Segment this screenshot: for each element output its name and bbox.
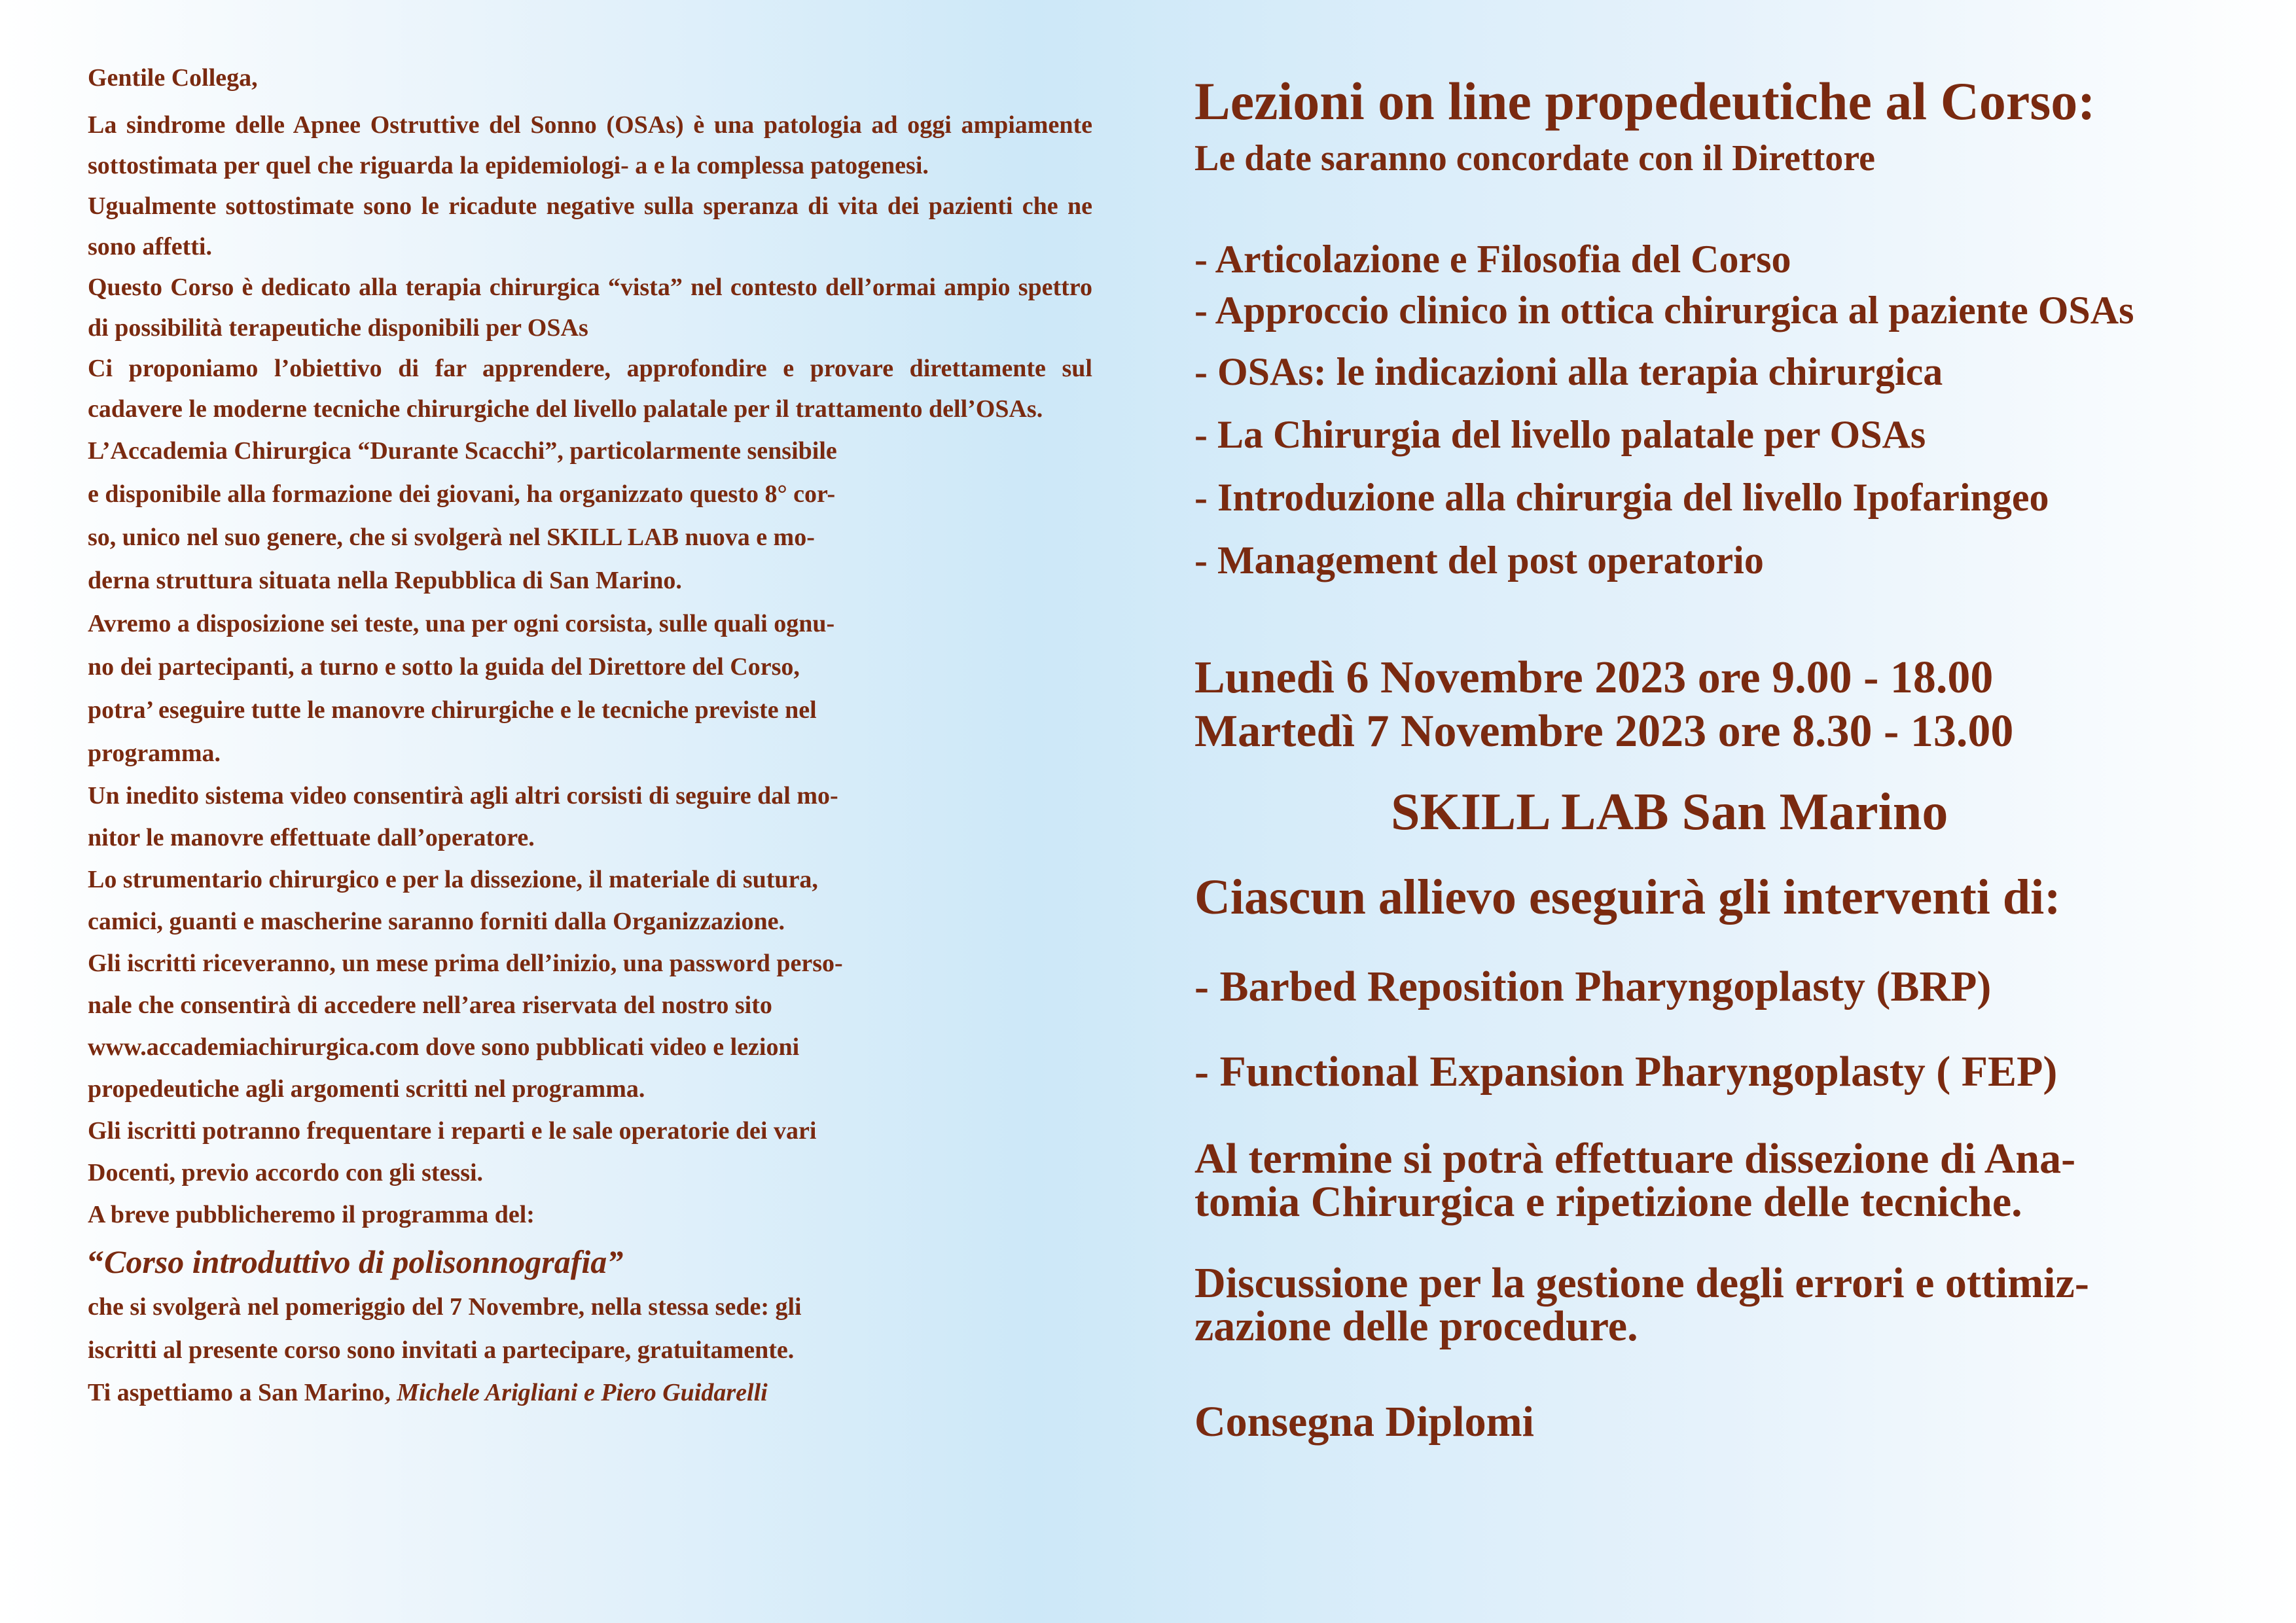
lesson-item: - Approccio clinico in ottica chirurgica al paziente OSAs bbox=[1194, 289, 2134, 332]
letter-paragraph-6 bbox=[88, 602, 1092, 775]
lesson-item: - La Chirurgia del livello palatale per OSAs bbox=[1194, 413, 1926, 456]
website-url[interactable]: www.accademiachirurgica.com dove sono pubblicati video e lezioni bbox=[88, 1033, 800, 1061]
text-line: so, unico nel suo genere, che si svolgerà nel SKILL LAB nuova e mo- bbox=[88, 524, 815, 551]
letter-paragraph-2: Ugualmente sottostimate sono le ricadute negative sulla speranza di vita dei pazienti che ne sono affetti. bbox=[88, 192, 1092, 260]
text-line: Discussione per la gestione degli errori e ottimiz- bbox=[1194, 1259, 2089, 1307]
interventions-title: Ciascun allievo eseguirà gli interventi di: bbox=[1194, 870, 2061, 925]
course-title bbox=[88, 1242, 1092, 1281]
lesson-item: - Introduzione alla chirurgia del livello Ipofaringeo bbox=[1194, 476, 2049, 519]
diplomas-note: Consegna Diplomi bbox=[1194, 1398, 1534, 1446]
letter-paragraph-9 bbox=[88, 942, 1092, 1110]
lesson-item: - Management del post operatorio bbox=[1194, 539, 1764, 582]
text-line: Al termine si potrà effettuare dissezione di Ana- bbox=[1194, 1135, 2076, 1183]
text-line: tomia Chirurgica e ripetizione delle tecniche. bbox=[1194, 1178, 2022, 1226]
anatomy-note bbox=[1194, 1137, 2242, 1224]
text-line: camici, guanti e mascherine saranno forniti dalla Organizzazione. bbox=[88, 908, 785, 935]
course-title-text: Corso introduttivo di polisonnografia” bbox=[104, 1243, 624, 1280]
text-line: che si svolgerà nel pomeriggio del 7 Novembre, nella stessa sede: gli bbox=[88, 1293, 802, 1321]
text-line: Lo strumentario chirurgico e per la dissezione, il materiale di sutura, bbox=[88, 866, 818, 893]
letter-paragraph-5 bbox=[88, 429, 1092, 602]
text-line: potra’ eseguire tutte le manovre chirurgiche e le tecniche previste nel bbox=[88, 696, 817, 724]
letter-paragraph-4: Ci proponiamo l’obiettivo di far apprendere, approfondire e provare direttamente sul cadavere le moderne tecniche chirurgiche del livello palatale per il trattamento dell’OSAs. bbox=[88, 355, 1092, 423]
text-line: nitor le manovre effettuate dall’operatore. bbox=[88, 824, 535, 851]
text-line: Docenti, previo accordo con gli stessi. bbox=[88, 1159, 484, 1186]
text-line: Gli iscritti riceveranno, un mese prima dell’inizio, una password perso- bbox=[88, 950, 843, 977]
letter-paragraph-11: A breve pubblicheremo il programma del: bbox=[88, 1201, 535, 1228]
intervention-item: - Barbed Reposition Pharyngoplasty (BRP) bbox=[1194, 963, 1992, 1010]
venue: SKILL LAB San Marino bbox=[1391, 783, 1948, 841]
program-subtitle: Le date saranno concordate con il Direttore bbox=[1194, 138, 1875, 179]
text-line: Avremo a disposizione sei teste, una per ogni corsista, sulle quali ognu- bbox=[88, 610, 835, 637]
letter-column bbox=[88, 65, 1092, 1414]
letter-paragraph-12 bbox=[88, 1285, 1092, 1372]
signature: Michele Arigliani e Piero Guidarelli bbox=[390, 1379, 768, 1406]
text-line: e disponibile alla formazione dei giovani, ha organizzato questo 8° cor- bbox=[88, 480, 836, 508]
lesson-item: - Articolazione e Filosofia del Corso bbox=[1194, 238, 1791, 281]
text-line: programma. bbox=[88, 740, 221, 767]
lesson-item: - OSAs: le indicazioni alla terapia chirurgica bbox=[1194, 350, 1943, 393]
letter-greeting: Gentile Collega, bbox=[88, 64, 258, 92]
closing-text: Ti aspettiamo a San Marino, bbox=[88, 1379, 391, 1406]
letter-paragraph-7 bbox=[88, 775, 1092, 859]
program-title: Lezioni on line propedeutiche al Corso: bbox=[1194, 71, 2096, 131]
letter-paragraph-1: La sindrome delle Apnee Ostruttive del Sonno (OSAs) è una patologia ad oggi ampiamente sottostimata per quel che riguarda la epidemiologi- a e la complessa patogenesi. bbox=[88, 111, 1092, 179]
text-line: Gli iscritti potranno frequentare i reparti e le sale operatorie dei vari bbox=[88, 1117, 817, 1145]
letter-paragraph-3: Questo Corso è dedicato alla terapia chirurgica “vista” nel contesto dell’ormai ampio spettro di possibilità terapeutiche disponibili per OSAs bbox=[88, 274, 1092, 342]
date-line-1: Lunedì 6 Novembre 2023 ore 9.00 - 18.00 bbox=[1194, 652, 1994, 703]
discussion-note bbox=[1194, 1259, 2242, 1350]
text-line: iscritti al presente corso sono invitati a partecipare, gratuitamente. bbox=[88, 1336, 795, 1364]
course-title-open-quote: “ bbox=[88, 1243, 104, 1280]
letter-closing bbox=[88, 1372, 1092, 1414]
letter-paragraph-10 bbox=[88, 1110, 1092, 1194]
text-line: propedeutiche agli argomenti scritti nel programma. bbox=[88, 1075, 645, 1103]
text-line: derna struttura situata nella Repubblica di San Marino. bbox=[88, 567, 682, 594]
text-line: L’Accademia Chirurgica “Durante Scacchi”, particolarmente sensibile bbox=[88, 437, 837, 465]
letter-paragraph-8 bbox=[88, 859, 1092, 942]
text-line: nale che consentirà di accedere nell’area riservata del nostro sito bbox=[88, 991, 772, 1019]
text-line: Un inedito sistema video consentirà agli altri corsisti di seguire dal mo- bbox=[88, 782, 838, 810]
date-line-2: Martedì 7 Novembre 2023 ore 8.30 - 13.00 bbox=[1194, 706, 2014, 757]
intervention-item: - Functional Expansion Pharyngoplasty ( FEP) bbox=[1194, 1048, 2058, 1096]
text-line: zazione delle procedure. bbox=[1194, 1302, 1638, 1350]
text-line: no dei partecipanti, a turno e sotto la guida del Direttore del Corso, bbox=[88, 653, 800, 681]
